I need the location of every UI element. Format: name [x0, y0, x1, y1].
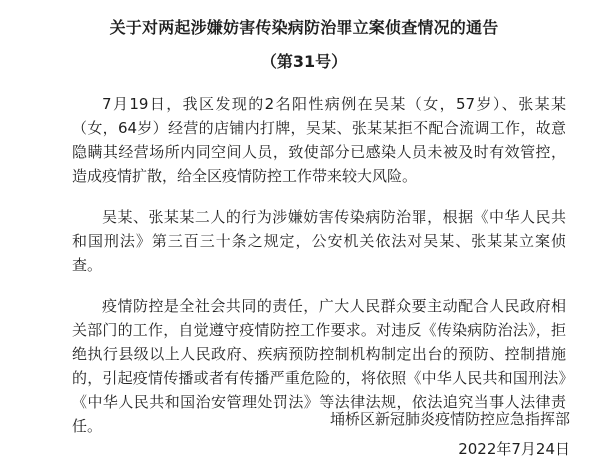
notice-paragraph-1: 7月19日，我区发现的2名阳性病例在吴某（女，57岁）、张某某（女，64岁）经营的店铺内打牌，吴某、张某某拒不配合流调工作，故意隐瞒其经营场所内同空间人员，致使部分已感染人员未被及时有效管控，造成疫情扩散，给全区疫情防控工作带来较大风险。: [72, 95, 566, 185]
notice-paragraph-3: 疫情防控是全社会共同的责任，广大人民群众要主动配合人民政府相关部门的工作，自觉遵守疫情防控工作要求。对违反《传染病防治法》，拒绝执行县级以上人民政府、疾病预防控制机构制定出台的预防、控制措施的，引起疫情传播或者有传播严重危险的，将依照《中华人民共和国刑法》《中华人民共和国治安管理处罚法》等法律法规，依法追究当事人法律责任。: [72, 297, 566, 435]
notice-body: [72, 92, 566, 438]
notice-paragraph-2: 吴某、张某某二人的行为涉嫌妨害传染病防治罪，根据《中华人民共和国刑法》第三百三十条之规定，公安机关依法对吴某、张某某立案侦查。: [72, 208, 566, 274]
issue-date: 2022年7月24日: [458, 440, 570, 458]
issuing-authority: 埇桥区新冠肺炎疫情防控应急指挥部: [329, 410, 570, 428]
notice-number: （第31号）: [260, 52, 348, 71]
notice-title: 关于对两起涉嫌妨害传染病防治罪立案侦查情况的通告: [109, 18, 499, 37]
